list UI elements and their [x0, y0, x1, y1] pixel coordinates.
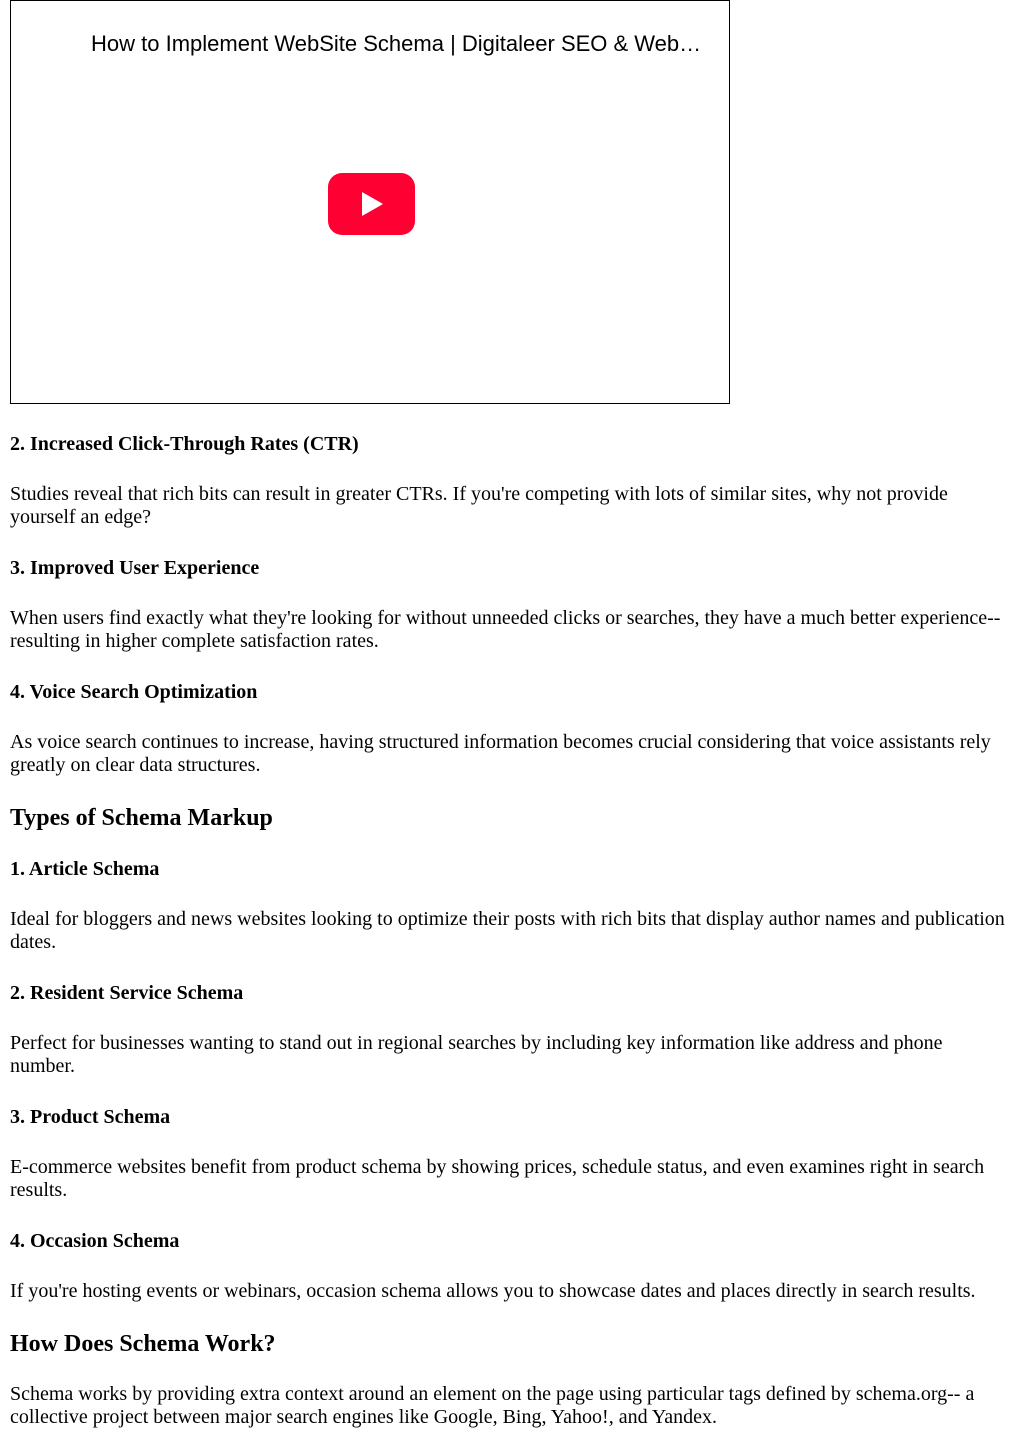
play-button[interactable]: [328, 173, 415, 235]
ctr-heading: 2. Increased Click-Through Rates (CTR): [10, 433, 359, 455]
voice-paragraph: As voice search continues to increase, having structured information becomes crucial considering that voice assistants rely greatly on clear data structures.: [10, 731, 991, 776]
article-schema-paragraph: Ideal for bloggers and news websites looking to optimize their posts with rich bits that display author names and publication dates.: [10, 908, 1005, 953]
resident-schema-paragraph: Perfect for businesses wanting to stand out in regional searches by including key information like address and phone number.: [10, 1032, 943, 1077]
ctr-paragraph: Studies reveal that rich bits can result in greater CTRs. If you're competing with lots of similar sites, why not provide yourself an edge?: [10, 483, 948, 528]
ux-heading: 3. Improved User Experience: [10, 557, 260, 579]
types-heading: Types of Schema Markup: [10, 805, 273, 831]
product-schema-heading: 3. Product Schema: [10, 1106, 171, 1128]
video-title[interactable]: How to Implement WebSite Schema | Digitaleer SEO & Web…: [91, 31, 702, 56]
product-schema-paragraph: E-commerce websites benefit from product schema by showing prices, schedule status, and even examines right in search results.: [10, 1156, 985, 1201]
how-schema-works-paragraph: Schema works by providing extra context around an element on the page using particular tags defined by schema.org-- a collective project between major search engines like Google, Bing, Yahoo!, and Yandex.: [10, 1383, 975, 1428]
occasion-schema-heading: 4. Occasion Schema: [10, 1230, 180, 1252]
video-embed[interactable]: [10, 0, 730, 404]
how-schema-works-heading: How Does Schema Work?: [10, 1331, 276, 1357]
voice-heading: 4. Voice Search Optimization: [10, 681, 258, 703]
occasion-schema-paragraph: If you're hosting events or webinars, occasion schema allows you to showcase dates and places directly in search results.: [10, 1280, 976, 1302]
article-schema-heading: 1. Article Schema: [10, 858, 160, 880]
play-icon: [328, 173, 415, 235]
resident-schema-heading: 2. Resident Service Schema: [10, 982, 244, 1004]
ux-paragraph: When users find exactly what they're looking for without unneeded clicks or searches, they have a much better experience-- resulting in higher complete satisfaction rates.: [10, 607, 1001, 652]
article-body: [10, 432, 1012, 1456]
